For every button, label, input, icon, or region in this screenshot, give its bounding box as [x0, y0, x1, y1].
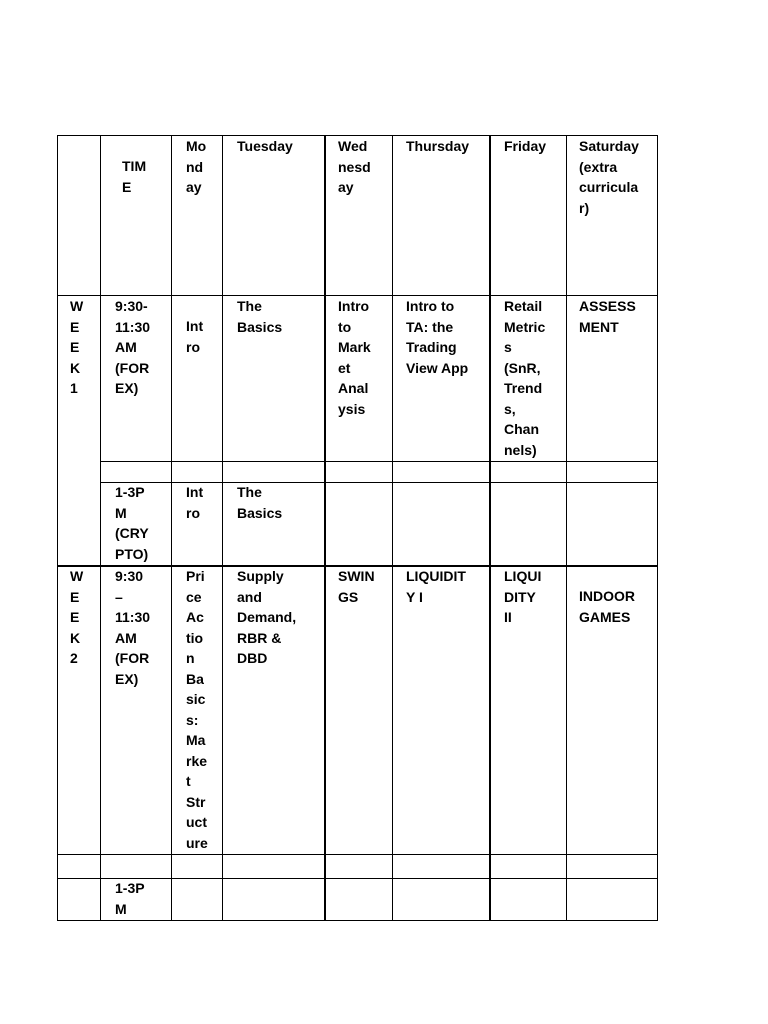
header-wednesday: Wed nesd ay — [338, 138, 371, 195]
week1-label: W E E K 1 — [70, 298, 84, 396]
week1-session1-wednesday: Intro to Mark et Anal ysis — [338, 298, 371, 417]
week2-session1-tuesday: Supply and Demand, RBR & DBD — [237, 568, 297, 666]
week2-label: W E E K 2 — [70, 568, 84, 666]
grid-line — [58, 854, 658, 855]
grid-line — [392, 136, 393, 921]
week1-session2-tuesday: The Basics — [237, 484, 283, 521]
grid-line — [222, 136, 223, 921]
grid-line — [58, 878, 658, 879]
week2-session1-thursday: LIQUIDIT Y I — [406, 568, 466, 605]
week1-session1-time: 9:30- 11:30 AM (FOR EX) — [115, 298, 151, 396]
grid-line — [566, 136, 567, 921]
week2-session1-time: 9:30 – 11:30 AM (FOR EX) — [115, 568, 151, 687]
week2-session1-wednesday: SWIN GS — [338, 568, 375, 605]
grid-line — [100, 136, 101, 921]
week2-session2-time: 1-3P M — [115, 880, 145, 917]
header-friday: Friday — [504, 138, 547, 154]
grid-line — [100, 461, 658, 462]
week1-session1-tuesday: The Basics — [237, 298, 283, 335]
week1-session1-saturday: ASSESS MENT — [579, 298, 636, 335]
grid-line — [489, 136, 491, 921]
header-tuesday: Tuesday — [237, 138, 293, 154]
schedule-table — [57, 135, 658, 921]
week2-session1-monday: Pri ce Ac tio n Ba sic s: Ma rke t Str uct ure — [186, 568, 208, 851]
week1-session2-time: 1-3P M (CRY PTO) — [115, 484, 149, 562]
header-monday: Mo nd ay — [186, 138, 207, 195]
week2-session1-saturday: INDOOR GAMES — [579, 588, 635, 625]
grid-line — [171, 136, 172, 921]
grid-line — [324, 136, 326, 921]
week1-session1-monday: Int ro — [186, 318, 204, 355]
header-thursday: Thursday — [406, 138, 470, 154]
grid-line — [100, 482, 658, 483]
week1-session1-thursday: Intro to TA: the Trading View App — [406, 298, 469, 376]
week1-session2-monday: Int ro — [186, 484, 204, 521]
header-saturday: Saturday (extra curricula r) — [579, 138, 639, 216]
header-time: TIM E — [122, 158, 147, 195]
week1-session1-friday: Retail Metric s (SnR, Trend s, Chan nels) — [504, 298, 546, 458]
week2-session1-friday: LIQUI DITY II — [504, 568, 542, 625]
